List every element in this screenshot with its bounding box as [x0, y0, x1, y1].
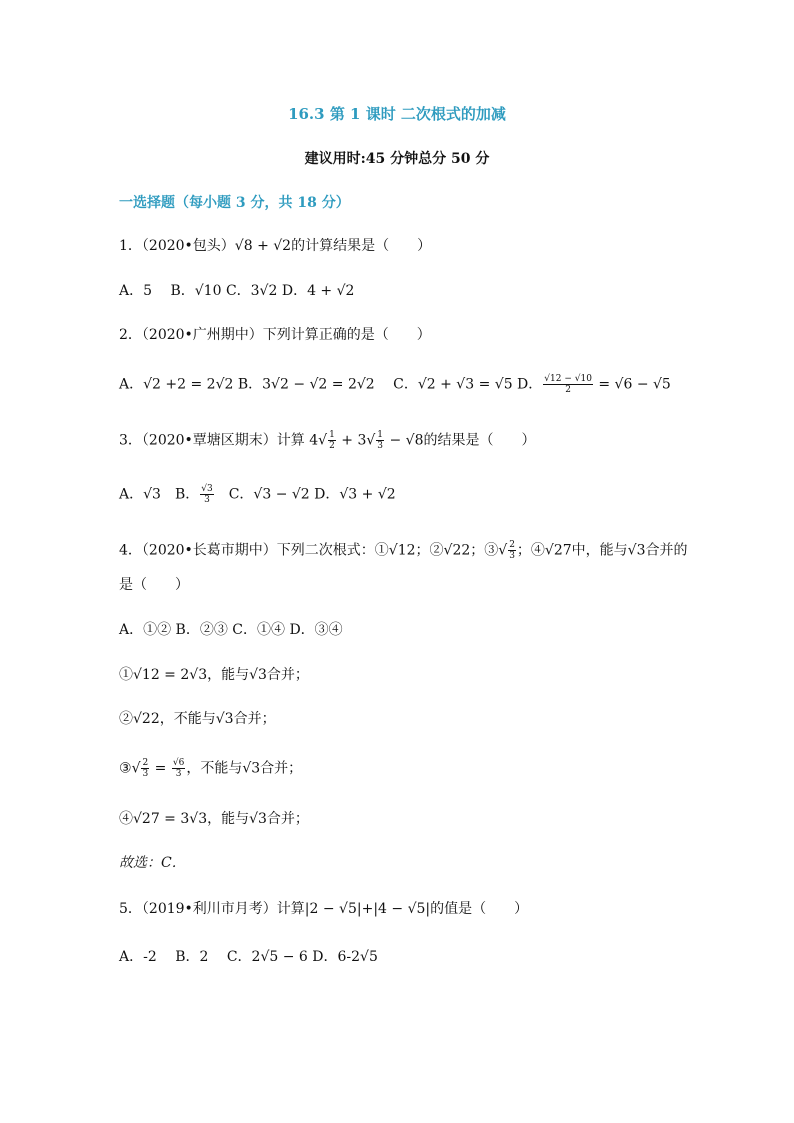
question-4: [119, 540, 688, 561]
q2-options-tail: = √6 − √5: [593, 376, 671, 393]
q4-radical-3: √ $\frac{2}{3}$: [498, 540, 515, 561]
q3-options: [119, 484, 396, 505]
q4-s3-tail: ，不能与√3合并；: [186, 760, 303, 777]
q2-frac-den: 2: [565, 385, 571, 395]
question-2: 2．（2020•广州期中）下列计算正确的是（ ）: [119, 327, 431, 343]
q4-answer: 故选：C．: [119, 855, 186, 871]
q4-solution-1: ①√12 = 2√3，能与√3合并；: [119, 667, 309, 683]
question-3: 3．（2020•覃塘区期末）计算 4√ $\frac{1}{2}$ + 3√ $\frac{1}{3}$ − √8的结果是（ ）: [119, 430, 536, 451]
q1-expr: √8 + √2: [234, 238, 292, 254]
q1-prefix: 1．（2020•包头）: [119, 238, 235, 254]
q3-frac: $\frac{√3}{3}$: [201, 484, 213, 505]
q1-suffix: 的计算结果是（ ）: [291, 238, 432, 254]
q3-options-head: A．√3 B．: [119, 486, 200, 503]
q4-stem-c: 是（ ）: [119, 577, 189, 593]
q5-options: A．-2 B．2 C．2√5 − 6 D．6-2√5: [119, 949, 378, 965]
q2-fraction: [543, 374, 593, 395]
q4-s3-head: ③: [119, 760, 132, 777]
q3-prefix: 3．（2020•覃塘区期末）计算 4: [119, 432, 319, 449]
q4-solution-3: ③√ $\frac{2}{3}$ = $\frac{√6}{3}$ ，不能与√3合并；: [119, 758, 303, 779]
q2-options-a: A．√2 +2 = 2√2 B．3√2 − √2 = 2√2 C．√2 + √3 = √5 D．: [119, 376, 543, 393]
q4-options: A．①② B．②③ C．①④ D．③④: [119, 622, 343, 638]
q2-options: [119, 374, 671, 395]
page-subtitle: 建议用时:45 分钟总分 50 分: [304, 151, 490, 167]
q3-radical-1: √ $\frac{1}{2}$: [318, 430, 335, 451]
q3-suffix: 的结果是（ ）: [423, 432, 536, 449]
q4-stem-b: ；④√27中，能与√3合并的: [516, 542, 688, 559]
q4-s3-frac: $\frac{√6}{3}$: [172, 758, 185, 779]
q1-options: A．5 B．√10 C．3√2 D．4 + √2: [119, 283, 355, 299]
q3-radical-2: √ $\frac{1}{3}$: [366, 430, 384, 451]
page-title: 16.3 第 1 课时 二次根式的加减: [288, 105, 506, 123]
q4-stem-a: 4．（2020•长葛市期中）下列二次根式：①√12；②√22；③: [119, 542, 499, 559]
q4-solution-4: ④√27 = 3√3，能与√3合并；: [119, 811, 309, 827]
q2-frac-num: √12 − √10: [544, 374, 592, 384]
question-5: 5．（2019•利川市月考）计算|2 − √5|+|4 − √5|的值是（ ）: [119, 901, 529, 917]
section-heading: 一选择题（每小题 3 分，共 18 分）: [119, 195, 350, 211]
question-1: [119, 236, 431, 256]
q4-solution-2: ②√22，不能与√3合并；: [119, 711, 276, 727]
q3-options-tail: C．√3 − √2 D．√3 + √2: [214, 486, 396, 503]
q4-s3-radical: √ $\frac{2}{3}$: [131, 758, 149, 779]
